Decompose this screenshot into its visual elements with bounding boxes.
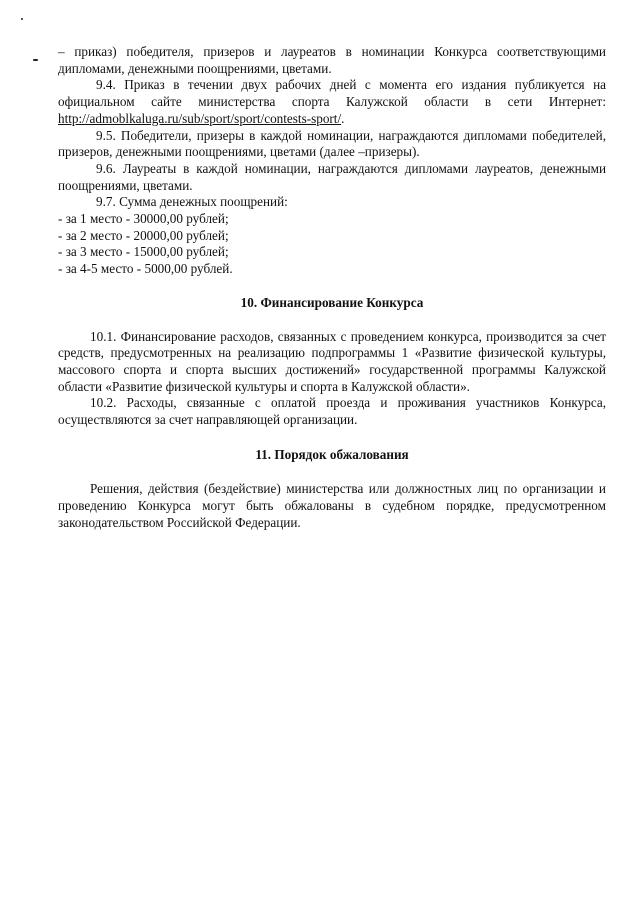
paragraph-9-3-continued: – приказ) победителя, призеров и лауреатов в номинации Конкурса соответствующими дипломами, денежными поощрениями, цветами. — [58, 44, 606, 76]
prize-item: - за 3 место - 15000,00 рублей; — [58, 244, 229, 260]
scan-speck — [21, 18, 23, 20]
paragraph-10-2: 10.2. Расходы, связанные с оплатой проезда и проживания участников Конкурса, осуществляются за счет направляющей организации. — [58, 395, 606, 428]
paragraph-10-1: 10.1. Финансирование расходов, связанных с проведением конкурса, производится за счет средств, предусмотренных на реализацию подпрограммы 1 «Развитие физической культуры, массового спорта и спорта высших достижений» государственной программы Калужской области «Развитие физической культуры и спорта в Калужской области». — [58, 328, 606, 394]
paragraph-9-4 — [58, 77, 606, 127]
section-10-heading: 10. Финансирование Конкурса — [240, 294, 424, 310]
paragraph-9-7: 9.7. Сумма денежных поощрений: — [96, 194, 288, 210]
paragraph-11: Решения, действия (бездействие) министерства или должностных лиц по организации и проведению Конкурса могут быть обжалованы в судебном порядке, предусмотренном законодательством Российской Федерации. — [58, 481, 606, 530]
paragraph-9-6: 9.6. Лауреаты в каждой номинации, награждаются дипломами лауреатов, денежными поощрениями, цветами. — [58, 160, 606, 193]
section-11-heading: 11. Порядок обжалования — [255, 446, 409, 462]
paragraph-9-4-tail: . — [341, 110, 345, 126]
ministry-website-link[interactable]: http://admoblkaluga.ru/sub/sport/sport/contests-sport/ — [58, 110, 342, 126]
prize-item: - за 4-5 место - 5000,00 рублей. — [58, 261, 233, 277]
prize-item: - за 1 место - 30000,00 рублей; — [58, 211, 229, 227]
scan-speck — [33, 59, 38, 61]
paragraph-9-4-text: 9.4. Приказ в течении двух рабочих дней с момента его издания публикуется на официальном сайте министерства спорта Калужской области в сети Интернет: — [58, 77, 606, 110]
paragraph-9-5: 9.5. Победители, призеры в каждой номинации, награждаются дипломами победителей, призеров, денежными поощрениями, цветами (далее –призеры). — [58, 127, 606, 160]
prize-item: - за 2 место - 20000,00 рублей; — [58, 227, 229, 243]
document-body — [58, 44, 606, 532]
